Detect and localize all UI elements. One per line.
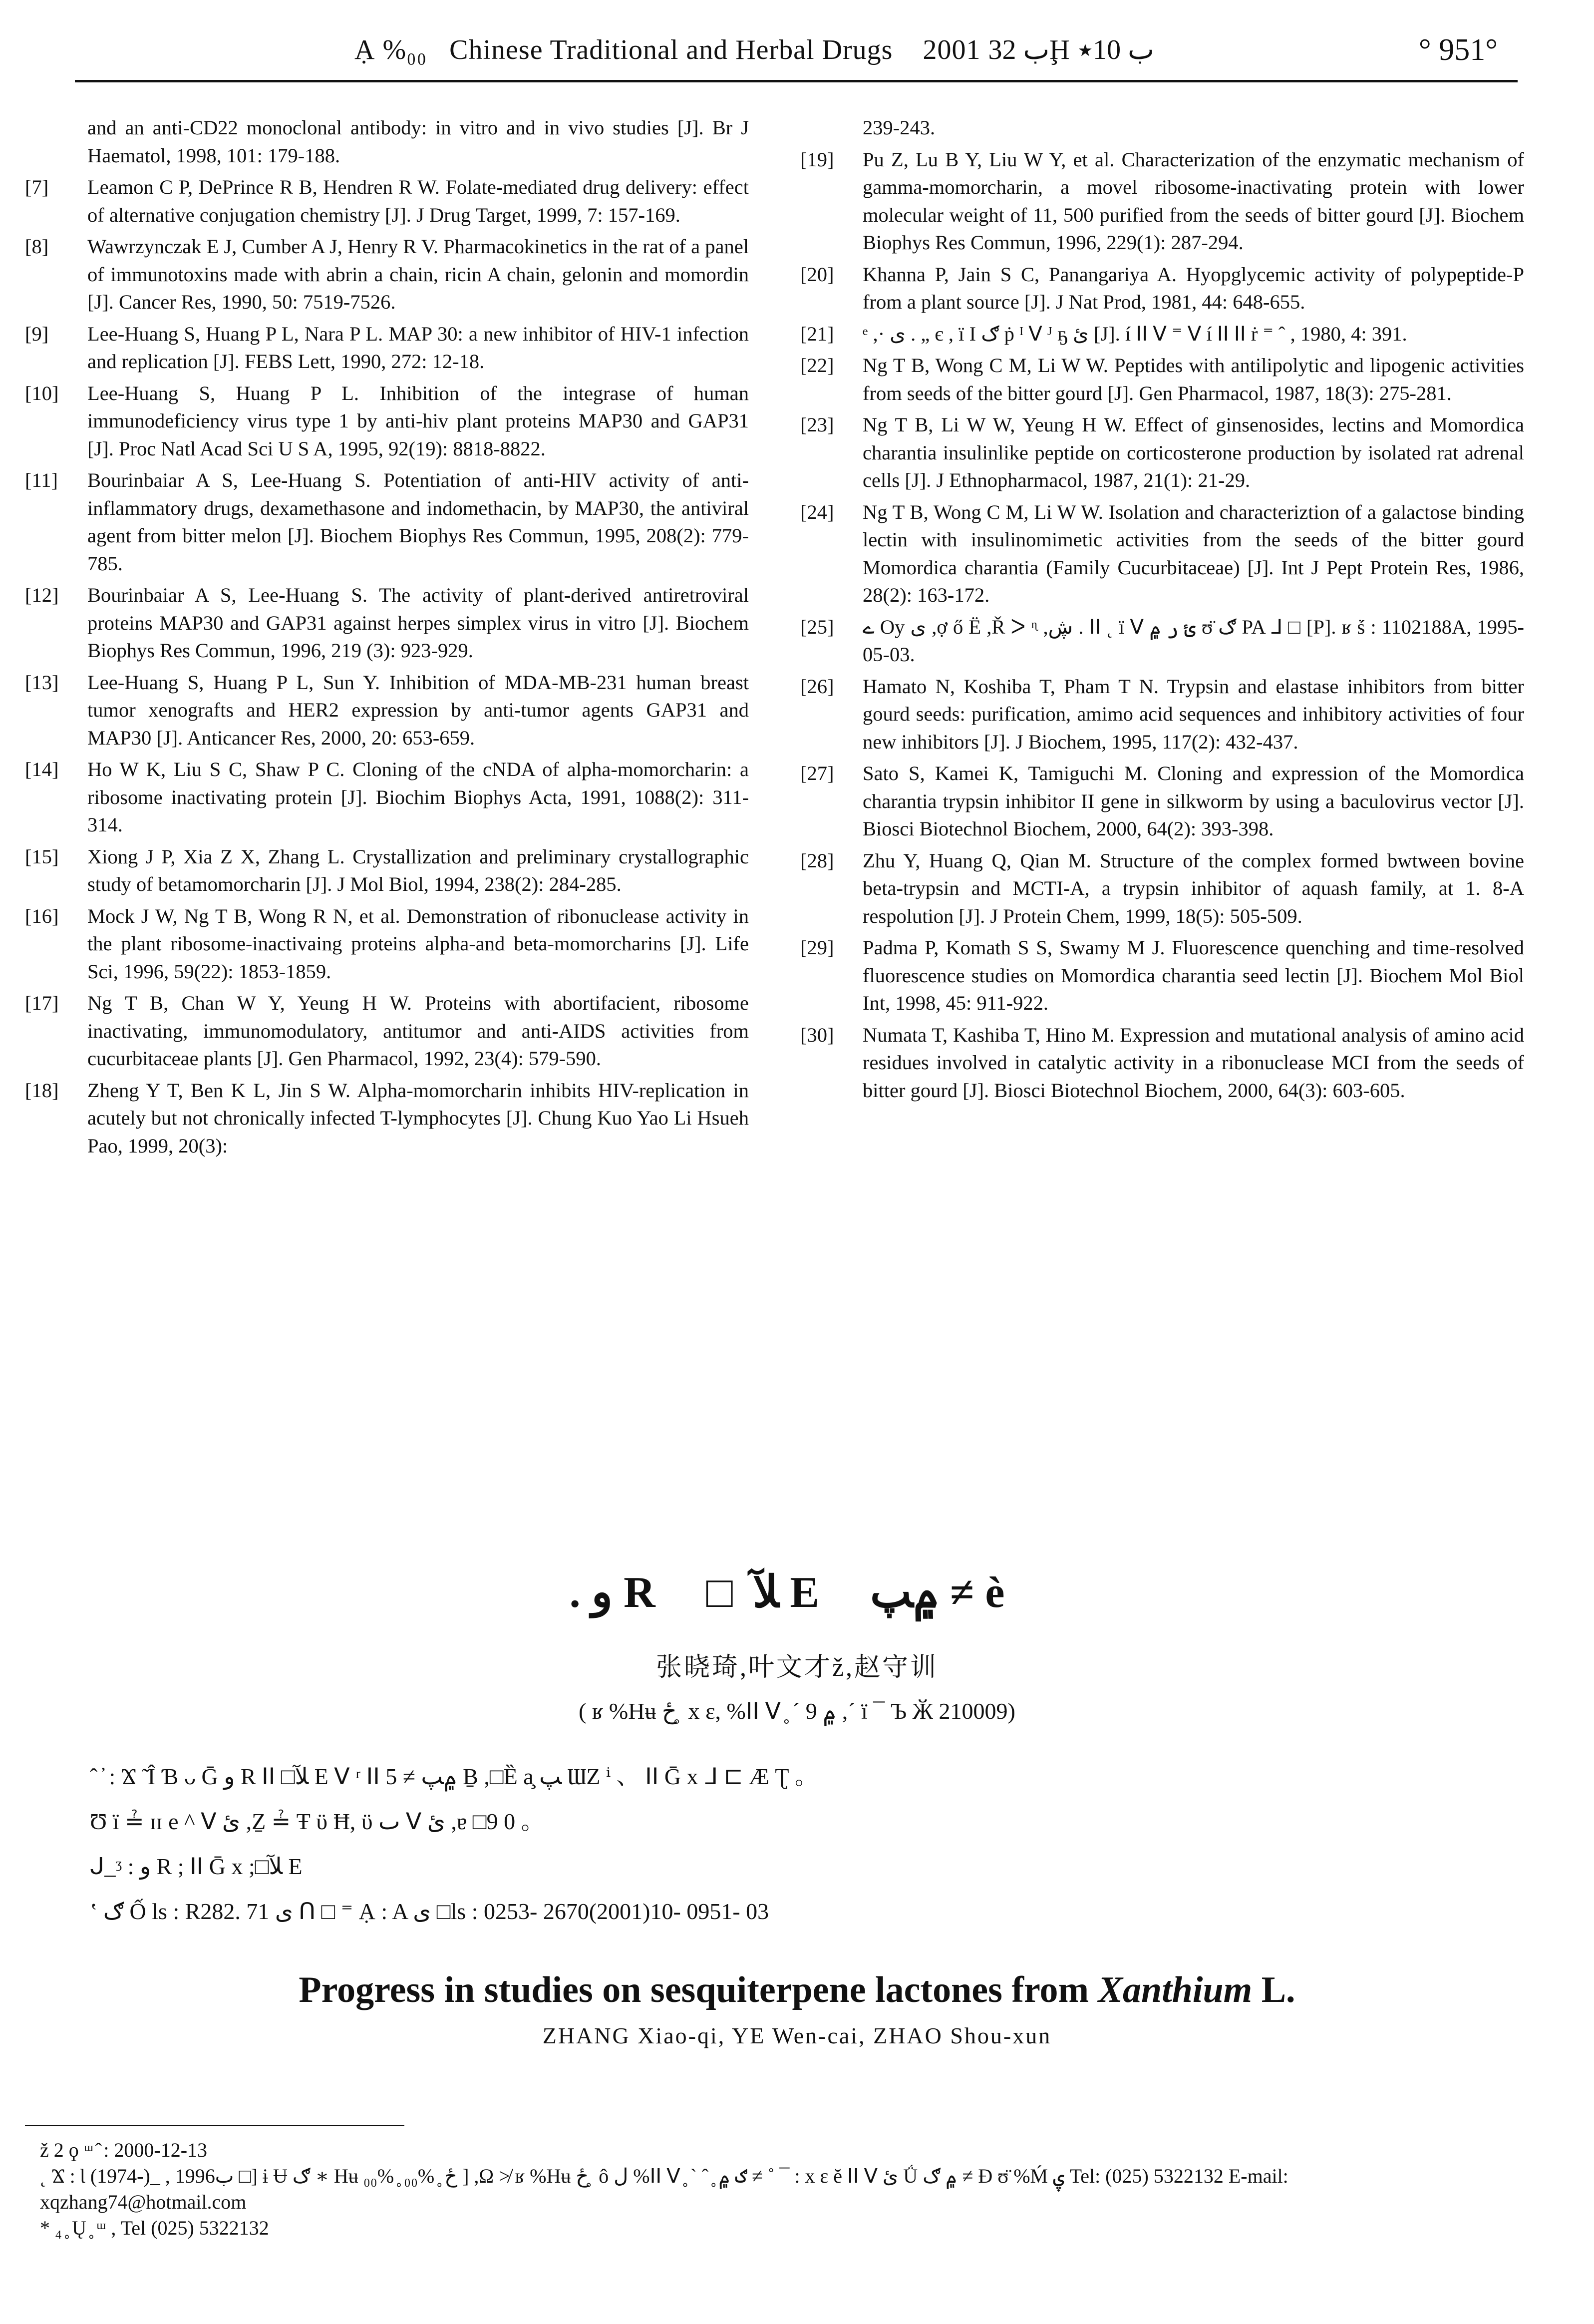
ref-text: Lee-Huang S, Huang P L. Inhibition of the integrase of human immunodeficiency virus type 1 by anti-hiv plant proteins MAP30 and GAP31 [J]. Proc Natl Acad Sci U S A, 1995, 92(19): 8818-8822. bbox=[87, 382, 749, 460]
ref-number: [20] bbox=[800, 263, 834, 286]
ref-number: [19] bbox=[800, 148, 834, 171]
ref-text: Bourinbaiar A S, Lee-Huang S. The activity of plant-derived antiretroviral proteins MAP30 and GAP31 against herpes simplex virus in vitro [J]. Biochem Biophys Res Commun, 1996, 219 (3): 923-929. bbox=[87, 584, 749, 662]
abstract-line: Ʊ ï ≟ ɪɪ e ^ ᐯ ئ ,Ẕ ≟ Ŧ ϋ Ħ, ϋ ٮ ᐯ ئ ,ɐ □9 0 。 bbox=[90, 1809, 544, 1834]
ref-number: [25] bbox=[800, 615, 834, 638]
reference-16 bbox=[25, 902, 749, 986]
reference-27 bbox=[800, 760, 1524, 843]
article-authors-en: ZHANG Xiao-qi, YE Wen-cai, ZHAO Shou-xun bbox=[542, 2023, 1052, 2048]
ref-text: Padma P, Komath S S, Swamy M J. Fluorescence quenching and time-resolved fluorescence studies on Momordica charantia seed lectin [J]. Biochem Mol Biol Int, 1998, 45: 911-922. bbox=[863, 936, 1524, 1014]
ref-number: [21] bbox=[800, 322, 834, 345]
header-prefix: Ạ %₀₀ bbox=[354, 34, 427, 65]
reference-25 bbox=[800, 613, 1524, 669]
ref-number: [14] bbox=[25, 758, 59, 780]
ref-number: [28] bbox=[800, 849, 834, 872]
ref-text: Khanna P, Jain S C, Panangariya A. Hyopglycemic activity of polypeptide-P from a plant source [J]. J Nat Prod, 1981, 44: 648-655. bbox=[863, 263, 1524, 313]
reference-24 bbox=[800, 498, 1524, 609]
ref-text: Numata T, Kashiba T, Hino M. Expression and mutational analysis of amino acid residues involved in catalytic activity in a ribonuclease MCI from the seeds of bitter gourd [J]. Biosci Biotechnol Biochem, 2000, 64(3): 603-605. bbox=[863, 1023, 1524, 1102]
ref-number: [29] bbox=[800, 936, 834, 959]
journal-header bbox=[354, 20, 1154, 80]
ref-number: [18] bbox=[25, 1079, 59, 1102]
footnotes bbox=[40, 2137, 1488, 2241]
reference-continuation: 239-243. bbox=[863, 116, 936, 139]
ref-text: Ng T B, Wong C M, Li W W. Peptides with antilipolytic and lipogenic activities from seeds of the bitter gourd [J]. Gen Pharmacol, 1987, 18(3): 275-281. bbox=[863, 354, 1524, 404]
ref-number: [11] bbox=[25, 469, 58, 491]
ref-text: Ng T B, Chan W Y, Yeung H W. Proteins with abortifacient, ribosome inactivating, immunomodulatory, antitumor and anti-AIDS activities from cucurbitaceae plants [J]. Gen Pharmacol, 1992, 23(4): 579-590. bbox=[87, 992, 749, 1070]
title-en-prefix: Progress in studies on sesquiterpene lactones from bbox=[299, 1969, 1098, 2010]
ref-number: [15] bbox=[25, 845, 59, 868]
title-en-genus: Xanthium bbox=[1098, 1969, 1253, 2010]
footnote-contact: * ₄ ̥ Ų ̥ ᵚ , Tel (025) 5322132 bbox=[40, 2217, 269, 2239]
reference-11 bbox=[25, 466, 749, 577]
reference-17 bbox=[25, 989, 749, 1073]
reference-12 bbox=[25, 581, 749, 665]
ref-number: [27] bbox=[800, 762, 834, 784]
ref-text: Lee-Huang S, Huang P L, Sun Y. Inhibition of MDA-MB-231 human breast tumor xenografts and HER2 expression by anti-tumor agents GAP31 and MAP30 [J]. Anticancer Res, 2000, 20: 653-659. bbox=[87, 671, 749, 749]
reference-9 bbox=[25, 320, 749, 376]
ref-text: Mock J W, Ng T B, Wong R N, et al. Demonstration of ribonuclease activity in the plant ribosome-inactivaing proteins alpha-and beta-momorcharins [J]. Life Sci, 1996, 59(22): 1853-1859. bbox=[87, 904, 749, 983]
ref-text: Ho W K, Liu S C, Shaw P C. Cloning of the cNDA of alpha-momorcharin: a ribosome inactivating protein [J]. Biochim Biophys Acta, 1991, 1088(2): 311-314. bbox=[87, 758, 749, 836]
ref-number: [23] bbox=[800, 413, 834, 436]
page-number: ° 951° bbox=[1418, 33, 1498, 67]
ref-text: Wawrzynczak E J, Cumber A J, Henry R V. Pharmacokinetics in the rat of a panel of immunotoxins made with abrin a chain, ricin A chain, gelonin and momordin [J]. Cancer Res, 1990, 50: 7519-7526. bbox=[87, 235, 749, 313]
ref-number: [26] bbox=[800, 675, 834, 698]
reference-18 bbox=[25, 1077, 749, 1160]
ref-text: Pu Z, Lu B Y, Liu W Y, et al. Characterization of the enzymatic mechanism of gamma-momorcharin, a movel ribosome-inactivating protein with lower molecular weight of 11, 500 purified from the seeds of bitter gourd [J]. Biochem Biophys Res Commun, 1996, 229(1): 287-294. bbox=[863, 148, 1524, 254]
keywords-line: ᒍ ̲ ᶾ : ﻭ R ; ⵏⵏ Ḡ x ;□ﻶ E bbox=[90, 1854, 303, 1879]
ref-number: [22] bbox=[800, 354, 834, 377]
ref-number: [16] bbox=[25, 904, 59, 927]
ref-number: [8] bbox=[25, 235, 49, 258]
ref-text: Lee-Huang S, Huang P L, Nara P L. MAP 30: a new inhibitor of HIV-1 infection and replication [J]. FEBS Lett, 1990, 272: 12-18. bbox=[87, 322, 749, 373]
article-head bbox=[0, 1558, 1594, 2049]
ref-number: [7] bbox=[25, 176, 49, 198]
reference-7 bbox=[25, 173, 749, 229]
ref-number: [17] bbox=[25, 992, 59, 1014]
ref-text: Bourinbaiar A S, Lee-Huang S. Potentiation of anti-HIV activity of anti-inflammatory drugs, dexamethasone and indomethacin, by MAP30, the antiviral agent from bitter melon [J]. Biochem Biophys Res Commun, 1995, 208(2): 779-785. bbox=[87, 469, 749, 575]
ref-number: [9] bbox=[25, 322, 49, 345]
ref-text: Ng T B, Li W W, Yeung H W. Effect of ginsenosides, lectins and Momordica charantia insulinlike peptide on corticosterone production by isolated rat adrenal cells [J]. J Ethnopharmacol, 1987, 21(1): 21-29. bbox=[863, 413, 1524, 491]
right-references bbox=[800, 114, 1524, 1108]
author-affiliation: ( ʁ %Hʉ ځ ̥ x ɛ, %ⵏⵏ ᐯ ̥ ´ ۾ 9 ,´ ï ¯ Ъ Ӂ 210009) bbox=[579, 1698, 1015, 1724]
reference-30 bbox=[800, 1021, 1524, 1105]
ref-number: [10] bbox=[25, 382, 59, 404]
reference-continuation: and an anti-CD22 monoclonal antibody: in vitro and in vivo studies [J]. Br J Haematol, 1998, 101: 179-188. bbox=[87, 116, 749, 167]
ref-number: [12] bbox=[25, 584, 59, 606]
reference-23 bbox=[800, 411, 1524, 494]
reference-26 bbox=[800, 673, 1524, 756]
article-title-en bbox=[0, 1969, 1594, 2011]
ref-text: ے Oy ی ,ợ ő Ë ,Ř ᐳ ᶯ ,ڜ . ⵏⵏ ˛ ï ᐯ ئ ر ۾ ʊ̈ ګ PA ᒧ □ [P]. ʁ ṥ : 1102188A, 1995- 05-03. bbox=[863, 615, 1524, 666]
reference-15 bbox=[25, 843, 749, 898]
reference-28 bbox=[800, 847, 1524, 930]
classification-line: ʽ ګ Ố ls : R282. 71 ی ᑎ □ ⁼ Ạ : A ی □ls : 0253- 2670(2001)10- 0951- 03 bbox=[90, 1899, 769, 1924]
ref-text: Xiong J P, Xia Z X, Zhang L. Crystallization and preliminary crystallographic study of betamomorcharin [J]. J Mol Biol, 1994, 238(2): 284-285. bbox=[87, 845, 749, 895]
ref-text: Sato S, Kamei K, Tamiguchi M. Cloning and expression of the Momordica charantia trypsin inhibitor II gene in silkworm by using a baculovirus vector [J]. Biosci Biotechnol Biochem, 2000, 64(2): 393-398. bbox=[863, 762, 1524, 840]
reference-29 bbox=[800, 934, 1524, 1017]
ref-text: ᵉ ,· ی . „ є , ï Ӏ ګ ṗ ᴵ ᐯ ᴶ ҕ ئ [J]. í ⵏⵏ ᐯ ⁼ ᐯ í ⵏⵏ ⵏⵏ ṙ ⁼ ˆ , 1980, 4: 391. bbox=[863, 322, 1407, 345]
ref-text: Hamato N, Koshiba T, Pham T N. Trypsin and elastase inhibitors from bitter gourd seeds: purification, amimo acid sequences and inhibitory activities of four new inhibitors [J]. J Biochem, 1995, 117(2): 432-437. bbox=[863, 675, 1524, 753]
ref-text: Zhu Y, Huang Q, Qian M. Structure of the complex formed bwtween bovine beta-trypsin and MCTI-A, a trypsin inhibitor of aquash family, at 1. 8-A respolution [J]. J Protein Chem, 1999, 18(5): 505-509. bbox=[863, 849, 1524, 927]
ref-text: Zheng Y T, Ben K L, Jin S W. Alpha-momorcharin inhibits HIV-replication in acutely but not chronically infected T-lymphocytes [J]. Chung Kuo Yao Li Hsueh Pao, 1999, 20(3): bbox=[87, 1079, 749, 1157]
issue-info: 2001 ب 32Ḩ ب 10٭ bbox=[923, 34, 1154, 65]
reference-20 bbox=[800, 261, 1524, 316]
article-authors: 张晓琦,叶文才ž,赵守训 bbox=[655, 1653, 939, 1682]
ref-number: [13] bbox=[25, 671, 59, 694]
reference-13 bbox=[25, 669, 749, 752]
reference-19 bbox=[800, 146, 1524, 257]
ref-text: Ng T B, Wong C M, Li W W. Isolation and characteriztion of a galactose binding lectin with insulinomimetic activities from the seeds of the bitter gourd Momordica charantia (Family Cucurbitaceae) [J]. Int J Pept Protein Res, 1986, 28(2): 163-172. bbox=[863, 500, 1524, 606]
page-header bbox=[75, 20, 1518, 82]
journal-name: Chinese Traditional and Herbal Drugs bbox=[449, 34, 893, 65]
reference-14 bbox=[25, 756, 749, 839]
reference-10 bbox=[25, 380, 749, 463]
ref-number: [24] bbox=[800, 500, 834, 523]
left-references bbox=[25, 114, 749, 1163]
article-title-cn: . ﻭ R □ﻶ E ۾ﭗ ≠ è bbox=[569, 1568, 1025, 1617]
reference-21 bbox=[800, 320, 1524, 348]
footnote-author-bio: ˛ Ϫ : Ɩ (1974-)_ , 1996ب □] ɨ Ʉ ګ ∗ Hʉ ځ ̥ %₀₀ ̥ %₀₀ ] ,Ω ≯ ʁ %Hʉ ځ ̥ ô ل %ⵏⵏ ᐯ ̥ ` ˆ ̥ ګ ۾ ≠ ˚ ¯ : x ɛ ĕ ⵏⵏ ᐯ ئ Ǘ ۾ ګ ≠ Ɖ ʊ̈ %Ḿ ۑ Tel: (025) 5322132 E-mail: xqzhang74@hotmail.com bbox=[40, 2165, 1288, 2213]
reference-22 bbox=[800, 352, 1524, 407]
abstract-line: ˆ ̓ : Ϫ ̃ Î Ɓ ᴗ Ḡ ﻭ R ⵏⵏ □ﻶ E ᐯ ʳ ⵏⵏ ۾ﭗ ≠ 5 Ḇ ,□Ȅ a̧ ﭗ ƜZ ⁱ 、 ⵏⵏ Ḡ x ᒧ ⊏ Æ Ʈ 。 bbox=[90, 1764, 818, 1789]
ref-text: Leamon C P, DePrince R B, Hendren R W. Folate-mediated drug delivery: effect of alternative conjugation chemistry [J]. J Drug Target, 1999, 7: 157-169. bbox=[87, 176, 749, 226]
ref-number: [30] bbox=[800, 1023, 834, 1046]
reference-8 bbox=[25, 233, 749, 316]
footnote-received: ž 2 ϙ ᵚ ̂ : 2000-12-13 bbox=[40, 2139, 208, 2161]
footnote-divider bbox=[25, 2125, 404, 2126]
title-en-suffix: L. bbox=[1252, 1969, 1295, 2010]
